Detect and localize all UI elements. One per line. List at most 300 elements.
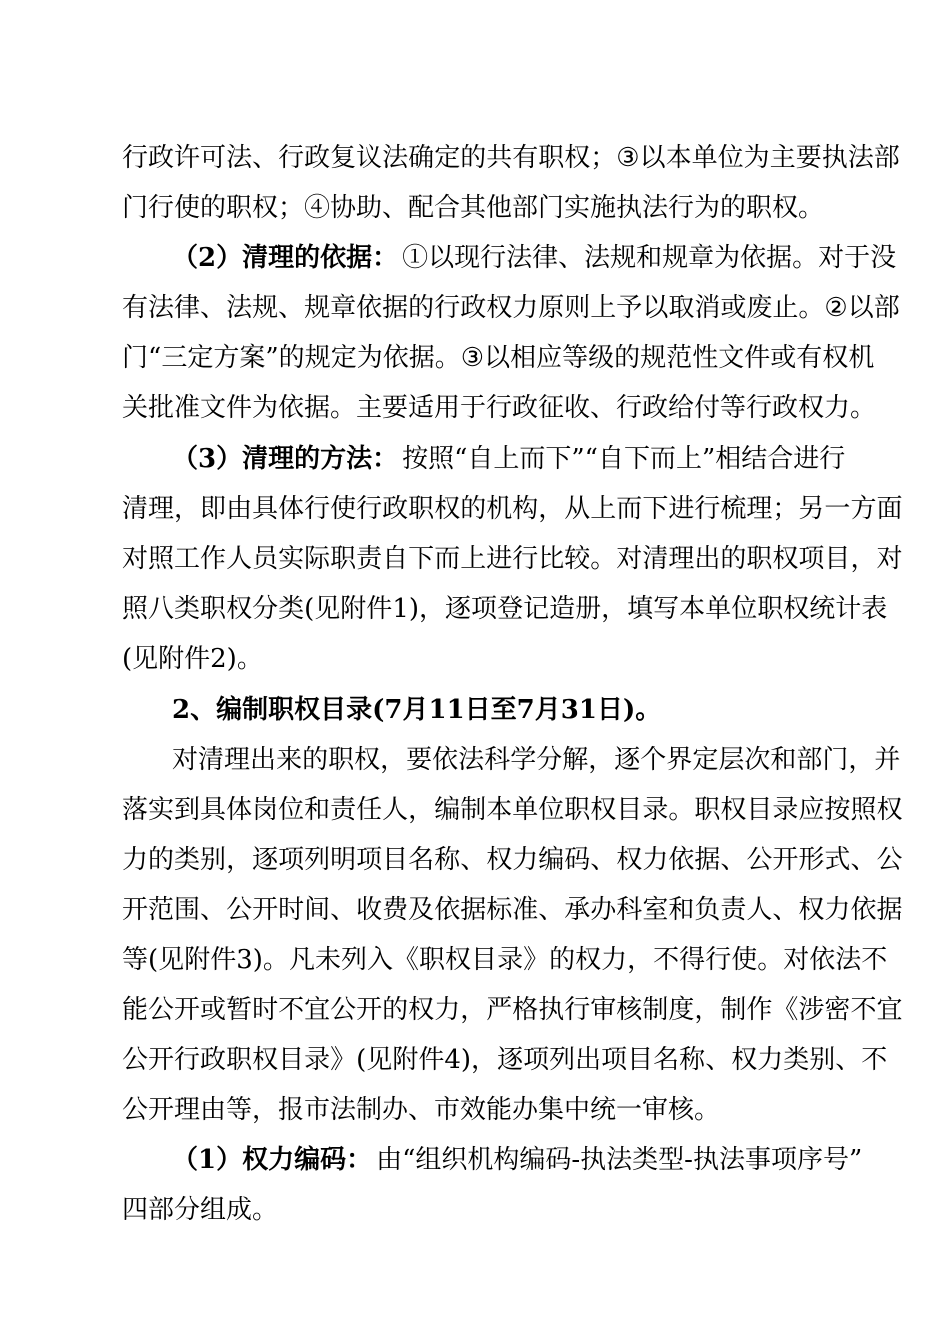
glyph: 涉 <box>798 995 825 1025</box>
glyph: ③ <box>460 343 485 373</box>
glyph: 。 <box>262 945 289 975</box>
glyph: 政 <box>382 494 409 524</box>
glyph: 复 <box>330 143 357 173</box>
glyph: 公 <box>330 995 357 1025</box>
glyph: ， <box>460 995 487 1025</box>
glyph: 职 <box>408 494 435 524</box>
glyph: 范 <box>666 343 693 373</box>
paragraph-line: 四部分组成。 <box>122 1195 279 1225</box>
glyph: 录 <box>642 795 669 825</box>
glyph: 目 <box>824 544 851 574</box>
glyph: 对 <box>783 945 810 975</box>
glyph: 执 <box>821 143 848 173</box>
glyph: 相 <box>510 343 537 373</box>
glyph: 理 <box>224 745 251 775</box>
glyph: 权 <box>798 895 825 925</box>
glyph: 行 <box>512 544 539 574</box>
glyph: 项 <box>798 544 825 574</box>
glyph: 权 <box>434 494 461 524</box>
glyph: 或 <box>720 293 747 323</box>
paragraph-line <box>122 843 903 877</box>
glyph: 开 <box>148 1045 175 1075</box>
glyph: 、 <box>850 845 877 875</box>
glyph: 梳 <box>720 494 747 524</box>
glyph: 开 <box>174 995 201 1025</box>
glyph: 力 <box>601 945 628 975</box>
glyph: 对 <box>122 544 149 574</box>
glyph: 应 <box>798 795 825 825</box>
paragraph-text: 由“组织机构编码-执法类型-执法事项序号” <box>376 1145 863 1175</box>
glyph: 行 <box>356 494 383 524</box>
paragraph-line: 关批准文件为依据。主要适用于行政征收、行政给付等行政权力。 <box>122 393 877 423</box>
glyph: 力 <box>512 293 539 323</box>
glyph: 有 <box>512 143 539 173</box>
glyph: 职 <box>757 594 784 624</box>
paragraph-line: (见附件2)。 <box>122 644 263 674</box>
glyph: 公 <box>148 995 175 1025</box>
glyph: 格 <box>512 995 539 1025</box>
glyph: 权 <box>783 594 810 624</box>
glyph: 以 <box>639 143 666 173</box>
glyph: 、 <box>720 845 747 875</box>
glyph: 目 <box>471 945 498 975</box>
glyph: 公 <box>122 1045 149 1075</box>
glyph: 围 <box>174 895 201 925</box>
glyph: 。 <box>434 343 461 373</box>
glyph: 逐 <box>252 845 279 875</box>
glyph: 位 <box>538 795 565 825</box>
glyph: 目 <box>616 795 643 825</box>
glyph: 性 <box>692 343 719 373</box>
glyph: 上 <box>460 544 487 574</box>
glyph: 的 <box>460 494 487 524</box>
glyph: 法 <box>226 143 253 173</box>
glyph: 构 <box>512 494 539 524</box>
glyph: 附 <box>340 594 367 624</box>
glyph: 照 <box>122 594 149 624</box>
glyph: 对 <box>172 745 199 775</box>
glyph: 清 <box>198 745 225 775</box>
glyph: 名 <box>653 1045 680 1075</box>
glyph: 写 <box>653 594 680 624</box>
glyph: 上 <box>590 494 617 524</box>
glyph: 任 <box>356 795 383 825</box>
glyph: 权 <box>731 1045 758 1075</box>
glyph: 的 <box>549 945 576 975</box>
glyph: 进 <box>486 544 513 574</box>
glyph: 予 <box>616 293 643 323</box>
glyph: 行 <box>278 143 305 173</box>
glyph: 职 <box>226 1045 253 1075</box>
glyph: 》 <box>330 1045 357 1075</box>
glyph: 而 <box>434 544 461 574</box>
glyph: 宜 <box>304 995 331 1025</box>
glyph: ， <box>601 594 628 624</box>
glyph: 列 <box>549 1045 576 1075</box>
glyph: 确 <box>408 143 435 173</box>
glyph: 等 <box>122 945 149 975</box>
glyph: 以 <box>642 293 669 323</box>
glyph: 不 <box>861 945 888 975</box>
glyph: 下 <box>408 544 435 574</box>
glyph: 。 <box>757 945 784 975</box>
glyph: 具 <box>200 795 227 825</box>
paragraph-line <box>172 241 897 275</box>
glyph: 政 <box>460 293 487 323</box>
glyph: 室 <box>642 895 669 925</box>
glyph: 界 <box>666 745 693 775</box>
glyph: 记 <box>523 594 550 624</box>
glyph: 面 <box>876 494 903 524</box>
glyph: 名 <box>408 845 435 875</box>
glyph: 制 <box>460 795 487 825</box>
glyph: 体 <box>278 494 305 524</box>
glyph: 工 <box>174 544 201 574</box>
glyph: 公 <box>876 845 903 875</box>
glyph: 力 <box>122 845 149 875</box>
glyph: 案 <box>239 343 266 373</box>
glyph: 的 <box>148 845 175 875</box>
glyph: 核 <box>616 995 643 1025</box>
glyph: 方 <box>850 494 877 524</box>
subheading: （1）权力编码： <box>172 1145 373 1175</box>
glyph: 有 <box>796 343 823 373</box>
glyph: 类 <box>783 1045 810 1075</box>
glyph: 类 <box>174 845 201 875</box>
glyph: 机 <box>848 343 875 373</box>
glyph: 权 <box>575 945 602 975</box>
glyph: 单 <box>691 143 718 173</box>
glyph: 的 <box>382 995 409 1025</box>
glyph: ② <box>824 293 848 323</box>
glyph: 单 <box>512 795 539 825</box>
glyph: 1 <box>392 594 409 624</box>
glyph: 权 <box>486 845 513 875</box>
glyph: 权 <box>564 143 591 173</box>
glyph: 落 <box>122 795 149 825</box>
paragraph-line <box>122 943 888 977</box>
glyph: 八 <box>148 594 175 624</box>
glyph: 以 <box>484 343 511 373</box>
glyph: 称 <box>679 1045 706 1075</box>
glyph: 职 <box>746 544 773 574</box>
glyph: 职 <box>694 795 721 825</box>
glyph: 行 <box>434 293 461 323</box>
glyph: 、 <box>460 845 487 875</box>
glyph: 法 <box>847 143 874 173</box>
glyph: 从 <box>564 494 591 524</box>
glyph: 严 <box>486 995 513 1025</box>
glyph: 定 <box>330 343 357 373</box>
paragraph-text: ①以现行法律、法规和规章为依据。对于没 <box>402 243 897 273</box>
glyph: ； <box>772 494 799 524</box>
glyph: 附 <box>184 945 211 975</box>
glyph: ， <box>627 945 654 975</box>
glyph: 责 <box>330 795 357 825</box>
glyph: 、 <box>330 895 357 925</box>
glyph: 和 <box>770 745 797 775</box>
glyph: 权 <box>354 745 381 775</box>
glyph: 方 <box>213 343 240 373</box>
glyph: 办 <box>590 895 617 925</box>
glyph: 单 <box>705 594 732 624</box>
glyph: 宜 <box>876 995 903 1025</box>
glyph: 据 <box>460 895 487 925</box>
glyph: 行 <box>705 945 732 975</box>
glyph: 、 <box>705 1045 732 1075</box>
glyph: 责 <box>356 544 383 574</box>
glyph: 法 <box>458 745 485 775</box>
section-title: 2、编制职权目录(7月11日至7月31日)。 <box>172 695 662 725</box>
glyph: 逐 <box>445 594 472 624</box>
glyph: 部 <box>873 143 900 173</box>
glyph: 清 <box>122 494 149 524</box>
glyph: 权 <box>720 795 747 825</box>
glyph: 门 <box>822 745 849 775</box>
glyph: 的 <box>408 293 435 323</box>
glyph: 行 <box>304 494 331 524</box>
glyph: 项 <box>356 845 383 875</box>
glyph: 消 <box>694 293 721 323</box>
glyph: 应 <box>536 343 563 373</box>
glyph: 人 <box>226 544 253 574</box>
glyph: 时 <box>278 895 305 925</box>
glyph: 章 <box>330 293 357 323</box>
glyph: ， <box>174 494 201 524</box>
glyph: 以 <box>847 293 874 323</box>
glyph: 开 <box>252 895 279 925</box>
glyph: 件 <box>744 343 771 373</box>
glyph: 、 <box>590 845 617 875</box>
glyph: 凡 <box>288 945 315 975</box>
glyph: 而 <box>616 494 643 524</box>
glyph: 逐 <box>614 745 641 775</box>
glyph: 时 <box>252 995 279 1025</box>
glyph: 定 <box>187 343 214 373</box>
glyph: 制 <box>720 995 747 1025</box>
glyph: 为 <box>743 143 770 173</box>
glyph: 范 <box>148 895 175 925</box>
paragraph-line <box>122 592 888 626</box>
glyph: 人 <box>382 795 409 825</box>
glyph: ③ <box>616 143 640 173</box>
glyph: 职 <box>419 945 446 975</box>
glyph: 等 <box>562 343 589 373</box>
glyph: 科 <box>616 895 643 925</box>
glyph: 统 <box>809 594 836 624</box>
glyph: 体 <box>226 795 253 825</box>
glyph: 定 <box>434 143 461 173</box>
glyph: 有 <box>122 293 149 323</box>
glyph: “ <box>148 343 162 373</box>
glyph: 。 <box>590 544 617 574</box>
glyph: 法 <box>148 293 175 323</box>
glyph: 员 <box>252 544 279 574</box>
glyph: 依 <box>850 895 877 925</box>
glyph: 清 <box>642 544 669 574</box>
glyph: 解 <box>562 745 589 775</box>
paragraph-line <box>172 442 846 476</box>
paragraph-line <box>122 492 903 526</box>
glyph: 自 <box>382 544 409 574</box>
glyph: 力 <box>642 845 669 875</box>
glyph: 主 <box>769 143 796 173</box>
glyph: 层 <box>718 745 745 775</box>
glyph: 比 <box>538 544 565 574</box>
glyph: 项 <box>523 1045 550 1075</box>
glyph: 类 <box>278 594 305 624</box>
paragraph-line <box>172 743 901 777</box>
glyph: 。 <box>668 795 695 825</box>
glyph: 力 <box>824 895 851 925</box>
glyph: 规 <box>304 293 331 323</box>
glyph: 、 <box>252 143 279 173</box>
glyph: 可 <box>200 143 227 173</box>
glyph: 的 <box>302 745 329 775</box>
glyph: 本 <box>679 594 706 624</box>
glyph: 的 <box>278 343 305 373</box>
glyph: 权 <box>408 995 435 1025</box>
glyph: 间 <box>304 895 331 925</box>
glyph: 次 <box>744 745 771 775</box>
glyph: 共 <box>486 143 513 173</box>
glyph: 实 <box>278 544 305 574</box>
glyph: 依 <box>382 343 409 373</box>
glyph: 法 <box>382 143 409 173</box>
glyph: 职 <box>330 544 357 574</box>
glyph: 目 <box>746 795 773 825</box>
glyph: 码 <box>564 845 591 875</box>
glyph: 政 <box>304 143 331 173</box>
glyph: 行 <box>122 143 149 173</box>
paragraph-line <box>122 893 903 927</box>
glyph: 别 <box>200 845 227 875</box>
glyph: 准 <box>512 895 539 925</box>
glyph: 律 <box>174 293 201 323</box>
glyph: 力 <box>434 995 461 1025</box>
glyph: 原 <box>538 293 565 323</box>
glyph: 不 <box>861 1045 888 1075</box>
glyph: 照 <box>148 544 175 574</box>
glyph: 费 <box>382 895 409 925</box>
glyph: 见 <box>314 594 341 624</box>
glyph: 行 <box>564 995 591 1025</box>
glyph: 《 <box>393 945 420 975</box>
glyph: 权 <box>226 594 253 624</box>
glyph: 位 <box>278 795 305 825</box>
glyph: 录 <box>304 1045 331 1075</box>
glyph: 理 <box>148 494 175 524</box>
paragraph-line <box>122 993 903 1027</box>
glyph: 分 <box>536 745 563 775</box>
glyph: 议 <box>356 143 383 173</box>
glyph: 得 <box>679 945 706 975</box>
glyph: 见 <box>158 945 185 975</box>
paragraph-line <box>122 341 875 375</box>
glyph: 、 <box>772 895 799 925</box>
glyph: 实 <box>148 795 175 825</box>
glyph: ( <box>304 594 315 624</box>
glyph: 明 <box>330 845 357 875</box>
glyph: 使 <box>731 945 758 975</box>
glyph: 、 <box>538 895 565 925</box>
glyph: 、 <box>200 895 227 925</box>
glyph: 的 <box>720 544 747 574</box>
glyph: 门 <box>122 343 149 373</box>
glyph: 即 <box>200 494 227 524</box>
glyph: 造 <box>549 594 576 624</box>
paragraph-line <box>172 1143 863 1177</box>
glyph: 上 <box>590 293 617 323</box>
glyph: 件 <box>418 1045 445 1075</box>
glyph: 作 <box>746 995 773 1025</box>
glyph: 出 <box>694 544 721 574</box>
glyph: 个 <box>640 745 667 775</box>
glyph: 岗 <box>252 795 279 825</box>
glyph: ， <box>538 494 565 524</box>
glyph: 到 <box>174 795 201 825</box>
glyph: 理 <box>668 544 695 574</box>
glyph: 入 <box>366 945 393 975</box>
glyph: 分 <box>252 594 279 624</box>
glyph: 目 <box>278 1045 305 1075</box>
glyph: ， <box>419 594 446 624</box>
glyph: ， <box>848 745 875 775</box>
glyph: ， <box>694 995 721 1025</box>
glyph: 、 <box>200 293 227 323</box>
glyph: 政 <box>148 143 175 173</box>
glyph: 权 <box>876 795 903 825</box>
glyph: 止 <box>772 293 799 323</box>
glyph: 位 <box>731 594 758 624</box>
glyph: 开 <box>356 995 383 1025</box>
glyph: 照 <box>850 795 877 825</box>
glyph: 权 <box>252 1045 279 1075</box>
glyph: 三 <box>161 343 188 373</box>
glyph: ) <box>460 1045 472 1075</box>
glyph: 取 <box>668 293 695 323</box>
glyph: 式 <box>824 845 851 875</box>
glyph: 密 <box>824 995 851 1025</box>
glyph: 部 <box>796 745 823 775</box>
glyph: 规 <box>640 343 667 373</box>
glyph: 承 <box>564 895 591 925</box>
glyph: ” <box>265 343 279 373</box>
glyph: 据 <box>408 343 435 373</box>
glyph: 法 <box>226 293 253 323</box>
glyph: 部 <box>873 293 900 323</box>
glyph: 出 <box>250 745 277 775</box>
glyph: 下 <box>642 494 669 524</box>
glyph: 使 <box>330 494 357 524</box>
glyph: 另 <box>798 494 825 524</box>
paragraph-line <box>122 793 903 827</box>
glyph: 。 <box>798 293 825 323</box>
glyph: 件 <box>210 945 237 975</box>
glyph: 登 <box>497 594 524 624</box>
glyph: 公 <box>746 845 773 875</box>
glyph: 能 <box>122 995 149 1025</box>
glyph: 收 <box>356 895 383 925</box>
glyph: 录 <box>772 795 799 825</box>
glyph: 职 <box>200 594 227 624</box>
glyph: 力 <box>757 1045 784 1075</box>
glyph: 作 <box>200 544 227 574</box>
glyph: 册 <box>575 594 602 624</box>
glyph: 3 <box>236 945 253 975</box>
glyph: 依 <box>668 845 695 875</box>
glyph: ( <box>148 945 159 975</box>
